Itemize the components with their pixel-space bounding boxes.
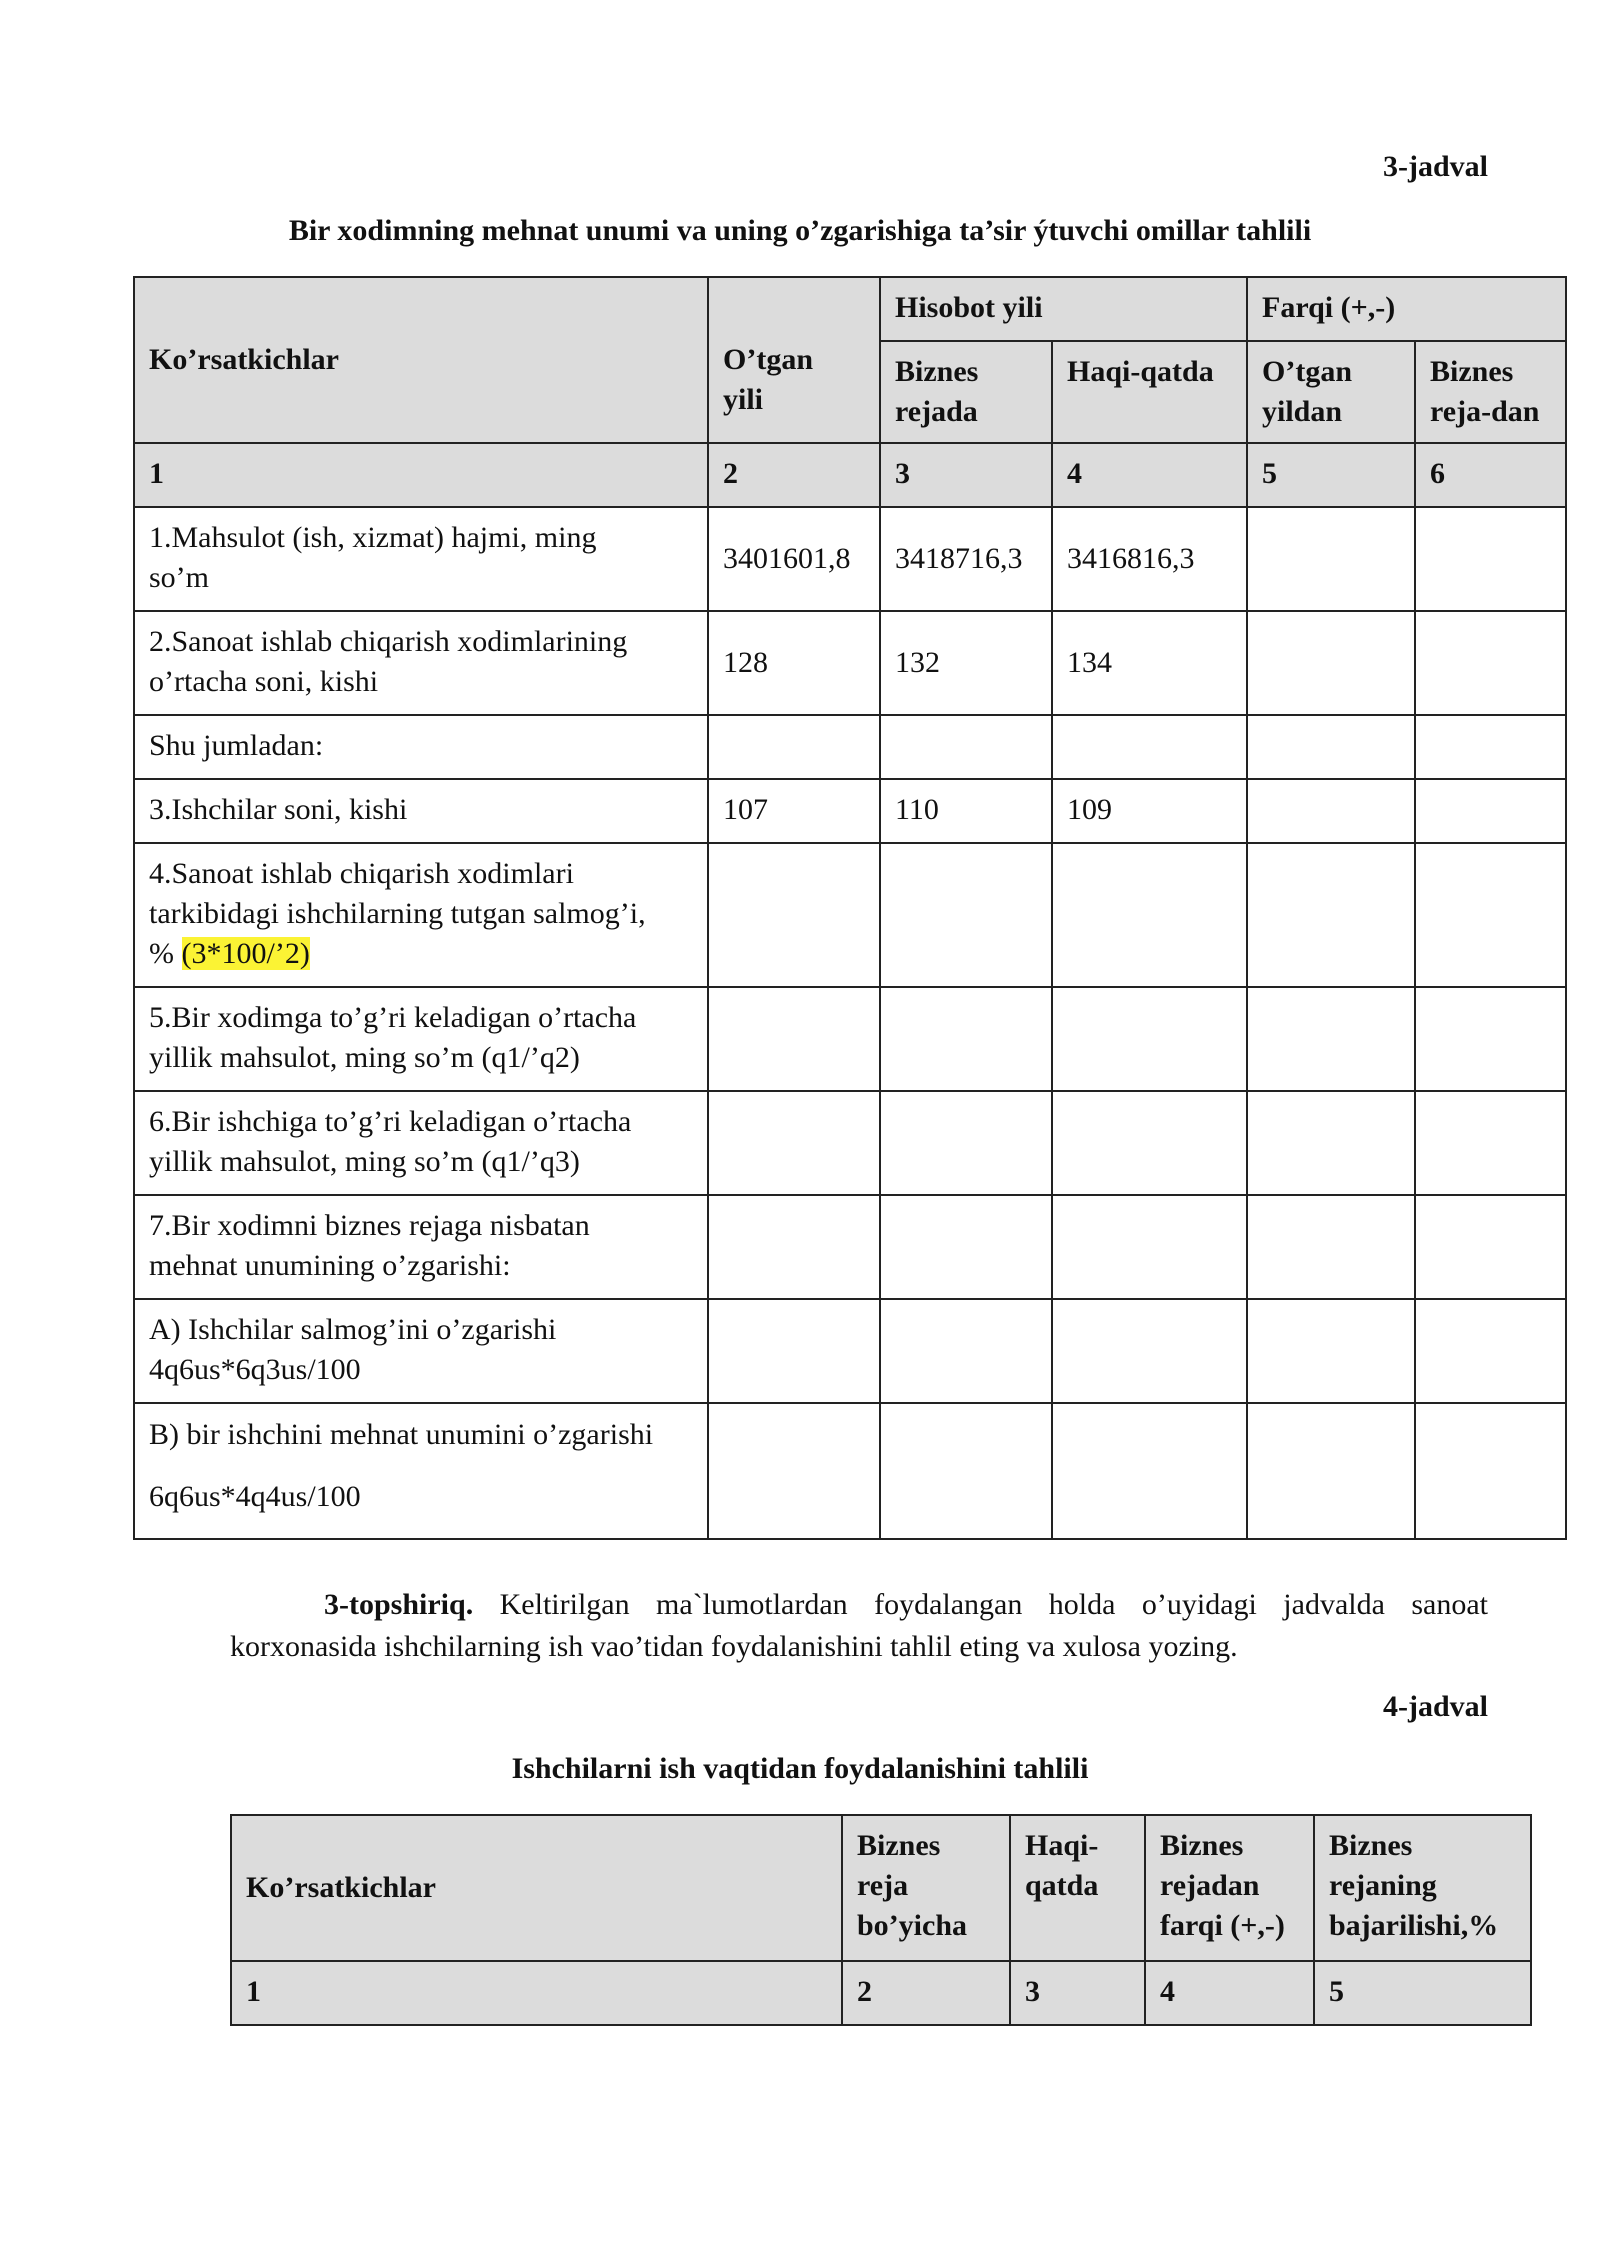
cell-business-plan: 110: [880, 779, 1052, 843]
cell-actual: [1052, 987, 1247, 1091]
cell-business-plan: 3418716,3: [880, 507, 1052, 611]
header-last-year: O’tgan yili: [708, 277, 880, 443]
header-difference: Farqi (+,-): [1247, 277, 1566, 341]
table-4-label: 4-jadval: [1383, 1690, 1488, 1723]
row-indicator-productivity-change: 7.Bir xodimni biznes rejaga nisbatan mehnat unumining o’zgarishi:: [134, 1195, 708, 1299]
highlighted-formula: (3*100/’2): [181, 937, 310, 970]
column-number: 5: [1314, 1961, 1531, 2025]
table-row: [134, 1403, 1566, 1539]
row-indicator-staff-count: 2.Sanoat ishlab chiqarish xodimlarining o’rtacha soni, kishi: [134, 611, 708, 715]
cell-business-plan: [880, 1091, 1052, 1195]
cell-from-last-year: [1247, 1403, 1415, 1539]
cell-last-year: 107: [708, 779, 880, 843]
cell-last-year: 3401601,8: [708, 507, 880, 611]
column-number: 2: [708, 443, 880, 507]
column-number: 1: [231, 1961, 842, 2025]
cell-actual: [1052, 843, 1247, 987]
cell-business-plan: [880, 1195, 1052, 1299]
header-business-plan: Biznes reja bo’yicha: [842, 1815, 1010, 1961]
cell-from-plan: [1415, 1091, 1566, 1195]
cell-from-plan: [1415, 843, 1566, 987]
cell-from-plan: [1415, 611, 1566, 715]
cell-last-year: [708, 843, 880, 987]
table-row: [134, 843, 1566, 987]
row-indicator-including: Shu jumladan:: [134, 715, 708, 779]
cell-business-plan: 132: [880, 611, 1052, 715]
header-plan-execution: Biznes rejaning bajarilishi,%: [1314, 1815, 1531, 1961]
column-number: 1: [134, 443, 708, 507]
cell-last-year: [708, 1299, 880, 1403]
header-business-plan: Biznes rejada: [880, 341, 1052, 443]
table-row: [134, 1299, 1566, 1403]
cell-from-plan: [1415, 1195, 1566, 1299]
cell-from-last-year: [1247, 987, 1415, 1091]
cell-from-plan: [1415, 1299, 1566, 1403]
cell-last-year: [708, 715, 880, 779]
row-indicator-product-volume: 1.Mahsulot (ish, xizmat) hajmi, ming so’m: [134, 507, 708, 611]
row-indicator-workers-share: 4.Sanoat ishlab chiqarish xodimlari tarkibidagi ishchilarning tutgan salmog’i, % (3*100/’2): [134, 843, 708, 987]
task-text: Keltirilgan ma`lumotlardan foydalangan holda o’uyidagi jadvalda sanoat korxonasida ishchilarning ish vao’tidan foydalanishini tahlil eting va xulosa yozing.: [230, 1588, 1488, 1663]
table-row: [134, 507, 1566, 611]
cell-actual: [1052, 715, 1247, 779]
column-number: 4: [1052, 443, 1247, 507]
table-3: [133, 276, 1567, 1540]
column-number-row: [134, 443, 1566, 507]
header-actual: Haqi- qatda: [1010, 1815, 1145, 1961]
task-number: 3-topshiriq.: [324, 1588, 474, 1621]
table-row: [134, 611, 1566, 715]
header-indicators: Ko’rsatkichlar: [134, 277, 708, 443]
cell-from-last-year: [1247, 715, 1415, 779]
cell-from-plan: [1415, 987, 1566, 1091]
header-from-plan: Biznes reja-dan: [1415, 341, 1566, 443]
cell-last-year: [708, 1091, 880, 1195]
cell-from-last-year: [1247, 1091, 1415, 1195]
cell-actual: [1052, 1091, 1247, 1195]
header-actual: Haqi-qatda: [1052, 341, 1247, 443]
table-row: [134, 779, 1566, 843]
cell-last-year: [708, 987, 880, 1091]
header-from-last-year: O’tgan yildan: [1247, 341, 1415, 443]
task-paragraph: [230, 1584, 1488, 1668]
cell-business-plan: [880, 1299, 1052, 1403]
column-number: 2: [842, 1961, 1010, 2025]
cell-last-year: [708, 1195, 880, 1299]
table-3-title: Bir xodimning mehnat unumi va uning o’zgarishiga ta’sir ýtuvchi omillar tahlili: [288, 214, 1312, 247]
cell-actual: 3416816,3: [1052, 507, 1247, 611]
table-3-label: 3-jadval: [1383, 150, 1488, 183]
table-4: [230, 1814, 1532, 2026]
cell-actual: [1052, 1299, 1247, 1403]
column-number: 3: [880, 443, 1052, 507]
cell-from-plan: [1415, 715, 1566, 779]
row-indicator-output-per-employee: 5.Bir xodimga to’g’ri keladigan o’rtacha yillik mahsulot, ming so’m (q1/’q2): [134, 987, 708, 1091]
cell-actual: 109: [1052, 779, 1247, 843]
header-report-year: Hisobot yili: [880, 277, 1247, 341]
table-row: [134, 1091, 1566, 1195]
column-number: 5: [1247, 443, 1415, 507]
row-indicator-share-change: A) Ishchilar salmog’ini o’zgarishi 4q6us*6q3us/100: [134, 1299, 708, 1403]
cell-from-last-year: [1247, 1195, 1415, 1299]
cell-from-last-year: [1247, 611, 1415, 715]
table-row: [134, 987, 1566, 1091]
cell-last-year: 128: [708, 611, 880, 715]
cell-from-plan: [1415, 507, 1566, 611]
cell-business-plan: [880, 1403, 1052, 1539]
column-number: 3: [1010, 1961, 1145, 2025]
cell-business-plan: [880, 715, 1052, 779]
column-number-row: [231, 1961, 1531, 2025]
cell-business-plan: [880, 987, 1052, 1091]
row-indicator-output-per-worker: 6.Bir ishchiga to’g’ri keladigan o’rtacha yillik mahsulot, ming so’m (q1/’q3): [134, 1091, 708, 1195]
table-row: [134, 715, 1566, 779]
header-plan-difference: Biznes rejadan farqi (+,-): [1145, 1815, 1314, 1961]
cell-actual: [1052, 1403, 1247, 1539]
cell-last-year: [708, 1403, 880, 1539]
cell-from-last-year: [1247, 507, 1415, 611]
cell-from-last-year: [1247, 1299, 1415, 1403]
cell-from-plan: [1415, 1403, 1566, 1539]
table-row: [134, 1195, 1566, 1299]
row-indicator-workers-count: 3.Ishchilar soni, kishi: [134, 779, 708, 843]
row-indicator-worker-productivity-change: B) bir ishchini mehnat unumini o’zgarishi 6q6us*4q4us/100: [134, 1403, 708, 1539]
table-4-title: Ishchilarni ish vaqtidan foydalanishini tahlili: [511, 1752, 1089, 1785]
cell-from-plan: [1415, 779, 1566, 843]
cell-business-plan: [880, 843, 1052, 987]
cell-actual: [1052, 1195, 1247, 1299]
column-number: 6: [1415, 443, 1566, 507]
cell-from-last-year: [1247, 779, 1415, 843]
cell-actual: 134: [1052, 611, 1247, 715]
column-number: 4: [1145, 1961, 1314, 2025]
cell-from-last-year: [1247, 843, 1415, 987]
header-indicators: Ko’rsatkichlar: [231, 1815, 842, 1961]
